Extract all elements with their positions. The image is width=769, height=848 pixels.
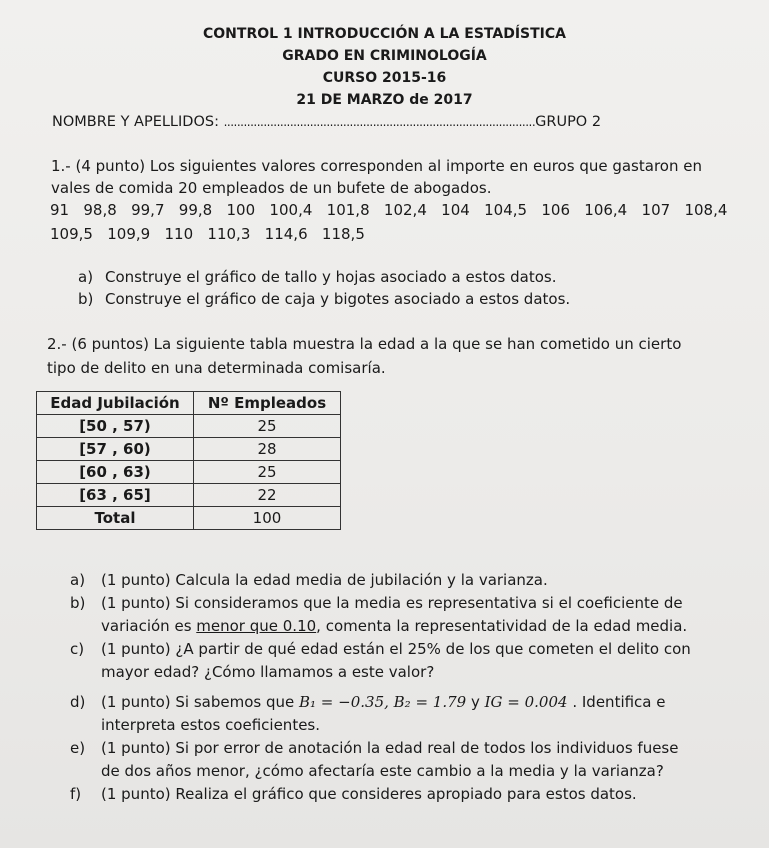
q2-b-label: b) [70, 594, 86, 612]
q1-data-line2: 109,5 109,9 110 110,3 114,6 118,5 [50, 225, 365, 243]
q2-b-text-pre: variación es [101, 617, 197, 635]
q2-c-text-line2: mayor edad? ¿Cómo llamamos a este valor? [101, 663, 435, 681]
q2-c-text-line1: (1 punto) ¿A partir de qué edad están el 25% de los que cometen el delito con [101, 640, 691, 658]
q2-a-label: a) [70, 571, 86, 589]
q2-d-math-ig: IG = 0.004 [484, 693, 568, 711]
q2-d-text-line1 [101, 693, 666, 711]
q1-statement-line1: 1.- (4 punto) Los siguientes valores corresponden al importe en euros que gastaron en [51, 157, 702, 175]
q2-e-text-line2: de dos años menor, ¿cómo afectaría este cambio a la media y la varianza? [101, 762, 664, 780]
name-dotted-line: .............................................................................................. [223, 115, 536, 129]
q2-d-y: y [466, 693, 485, 711]
q2-a-text: (1 punto) Calcula la edad media de jubilación y la varianza. [101, 571, 548, 589]
degree-title: GRADO EN CRIMINOLOGÍA [282, 48, 487, 64]
table-row [37, 415, 341, 438]
exam-title: CONTROL 1 INTRODUCCIÓN A LA ESTADÍSTICA [203, 26, 566, 42]
table-row [37, 484, 341, 507]
q1-a-text: Construye el gráfico de tallo y hojas asociado a estos datos. [105, 268, 557, 286]
q2-statement-line1: 2.- (6 puntos) La siguiente tabla muestra la edad a la que se han cometido un cierto [47, 335, 682, 353]
q2-c-label: c) [70, 640, 85, 658]
q2-e-label: e) [70, 739, 86, 757]
q2-statement-line2: tipo de delito en una determinada comisaría. [47, 359, 386, 377]
table-cell-interval: [63 , 65] [37, 484, 194, 507]
table-header-row [37, 392, 341, 415]
table-header-age: Edad Jubilación [37, 392, 194, 415]
table-total-value: 100 [194, 507, 341, 530]
q1-data-line1: 91 98,8 99,7 99,8 100 100,4 101,8 102,4 104 104,5 106 106,4 107 108,4 [50, 201, 728, 219]
table-total-row [37, 507, 341, 530]
table-cell-count: 22 [194, 484, 341, 507]
q1-a-label: a) [78, 268, 94, 286]
q1-b-text: Construye el gráfico de caja y bigotes asociado a estos datos. [105, 290, 571, 308]
age-frequency-table [36, 391, 341, 530]
q2-d-text-pre: (1 punto) Si sabemos que [101, 693, 299, 711]
table-cell-count: 25 [194, 461, 341, 484]
q2-f-text: (1 punto) Realiza el gráfico que consideres apropiado para estos datos. [101, 785, 637, 803]
q2-b-text-line1: (1 punto) Si consideramos que la media es representativa si el coeficiente de [101, 594, 683, 612]
q2-d-text-post: . Identifica e [567, 693, 666, 711]
q2-d-label: d) [70, 693, 86, 711]
q2-e-text-line1: (1 punto) Si por error de anotación la edad real de todos los individuos fuese [101, 739, 679, 757]
table-row [37, 438, 341, 461]
table-header-count: Nº Empleados [194, 392, 341, 415]
q2-d-text-line2: interpreta estos coeficientes. [101, 716, 321, 734]
q1-statement-line2: vales de comida 20 empleados de un bufete de abogados. [51, 179, 492, 197]
table-cell-interval: [57 , 60) [37, 438, 194, 461]
table-cell-interval: [60 , 63) [37, 461, 194, 484]
q2-b-text-post: , comenta la representatividad de la edad media. [316, 617, 688, 635]
q2-f-label: f) [70, 785, 82, 803]
exam-date: 21 DE MARZO de 2017 [296, 92, 473, 108]
name-label: NOMBRE Y APELLIDOS: [52, 114, 219, 130]
q1-b-label: b) [78, 290, 94, 308]
course-year: CURSO 2015-16 [322, 70, 447, 86]
table-cell-interval: [50 , 57) [37, 415, 194, 438]
name-field-row [52, 114, 601, 130]
q2-b-text-line2 [101, 617, 687, 635]
table-total-label: Total [37, 507, 194, 530]
table-cell-count: 25 [194, 415, 341, 438]
q2-d-math-b: B₁ = −0.35, B₂ = 1.79 [299, 693, 467, 711]
q2-b-underlined-threshold: menor que 0.10 [196, 617, 317, 635]
table-cell-count: 28 [194, 438, 341, 461]
group-label: GRUPO 2 [535, 114, 602, 130]
table-row [37, 461, 341, 484]
